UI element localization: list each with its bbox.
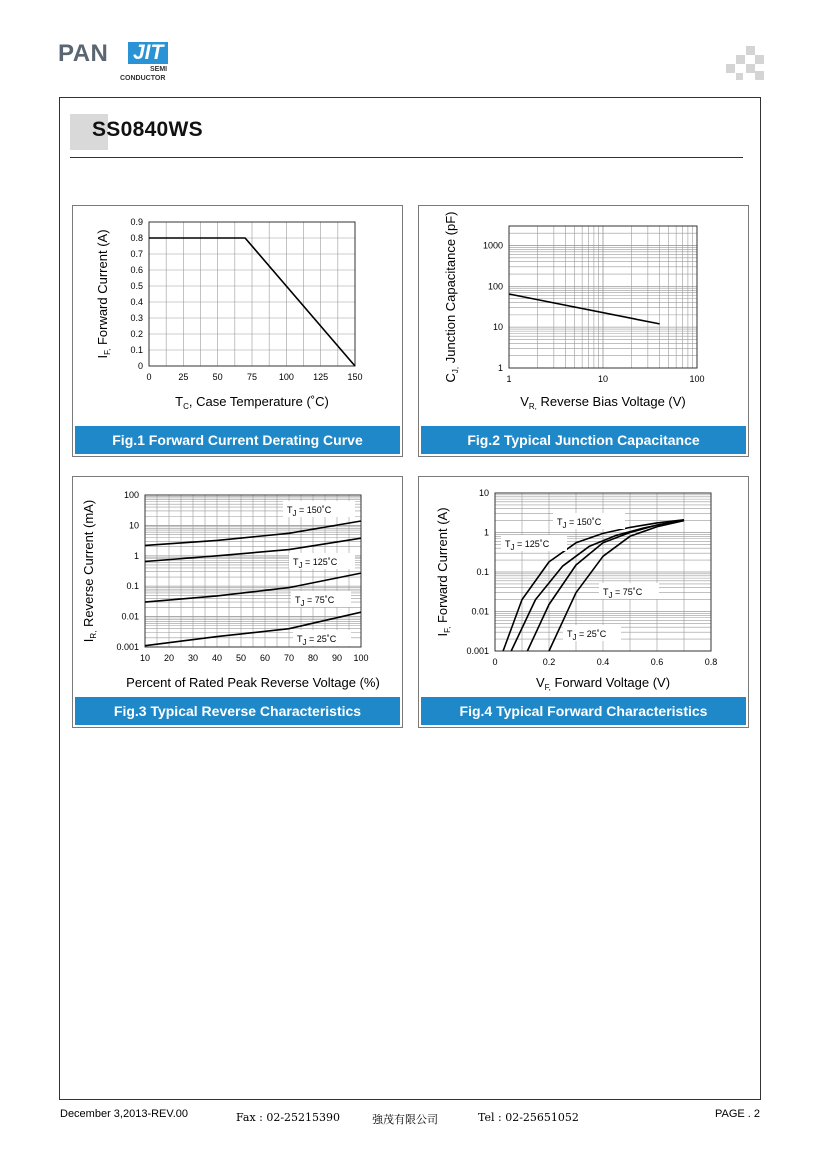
footer-fax: Fax : 02-25215390	[236, 1111, 341, 1124]
y-tick-label: 100	[123, 490, 139, 500]
y-axis-label: $C_{J,}$ Junction Capacitance (pF)	[443, 211, 460, 383]
fig3-chart	[73, 477, 402, 697]
x-axis-label: $V_{F,}$ Forward Voltage (V)	[535, 675, 671, 692]
panjit-logo	[58, 38, 198, 88]
x-tick-label: 0.6	[650, 657, 664, 667]
y-tick-label: 10	[492, 322, 503, 333]
y-tick-label: 0.1	[126, 581, 139, 592]
y-axis-label: $I_{F,}$ Forward Current (A)	[435, 507, 452, 637]
y-tick-label: 0	[137, 361, 143, 371]
x-tick-label: 125	[313, 372, 329, 382]
y-tick-label: 10	[478, 488, 489, 498]
x-tick-label: 10	[139, 653, 151, 663]
y-tick-label: 0.8	[130, 233, 143, 243]
x-tick-label: 90	[331, 653, 343, 663]
x-tick-label: 150	[347, 372, 363, 382]
series-label-1: TJ = 125˚C	[293, 557, 338, 570]
x-tick-label: 80	[307, 653, 319, 663]
x-tick-label: 0.8	[704, 657, 718, 667]
footer-tel: Tel : 02-25651052	[478, 1111, 579, 1124]
x-tick-label: 75	[246, 372, 258, 382]
y-axis-label: $I_{R,}$ Reverse Current (mA)	[81, 499, 98, 643]
x-tick-label: 30	[187, 653, 199, 663]
y-axis-label: $I_{F,}$ Forward Current (A)	[95, 229, 112, 359]
fig4-chart	[419, 477, 748, 697]
fig2-caption: Fig.2 Typical Junction Capacitance	[421, 426, 746, 454]
fig2-chart	[419, 206, 748, 426]
y-tick-label: 0.4	[130, 297, 143, 307]
y-tick-label: 0.3	[130, 313, 143, 323]
fig1-chart	[73, 206, 402, 426]
series-label-0: TJ = 150˚C	[557, 517, 602, 530]
series-label-1: TJ = 125˚C	[505, 539, 550, 552]
fig2-panel	[418, 205, 749, 457]
x-tick-label: 100	[689, 374, 705, 384]
x-tick-label: 50	[235, 653, 247, 663]
y-tick-label: 1000	[482, 240, 503, 251]
y-tick-label: 0.001	[116, 642, 139, 652]
x-tick-label: 60	[259, 653, 271, 663]
fig4-caption: Fig.4 Typical Forward Characteristics	[421, 697, 746, 725]
fig3-panel	[72, 476, 403, 728]
fig3-caption: Fig.3 Typical Reverse Characteristics	[75, 697, 400, 725]
x-tick-label: 20	[163, 653, 175, 663]
y-tick-label: 0.7	[130, 249, 143, 259]
corner-squares-decoration	[726, 46, 766, 80]
footer-date-revision: December 3,2013-REV.00	[60, 1108, 189, 1120]
x-tick-label: 0.4	[596, 657, 610, 667]
y-tick-label: 10	[128, 520, 139, 531]
x-tick-label: 25	[178, 372, 189, 382]
logo-jit-text: JIT	[128, 42, 168, 64]
y-tick-label: 0.5	[130, 281, 143, 291]
x-tick-label: 40	[211, 653, 223, 663]
footer-page-number: PAGE . 2	[715, 1108, 761, 1120]
x-tick-label: 10	[597, 374, 609, 384]
y-tick-label: 0.001	[466, 646, 489, 656]
logo-semi-text: SEMI	[150, 66, 168, 73]
fig1-caption: Fig.1 Forward Current Derating Curve	[75, 426, 400, 454]
fig4-panel	[418, 476, 749, 728]
fig1-panel	[72, 205, 403, 457]
x-tick-label: 0.2	[542, 657, 556, 667]
y-tick-label: 0.01	[121, 611, 139, 622]
y-tick-label: 0.2	[130, 329, 143, 339]
y-tick-label: 0.1	[130, 345, 143, 355]
x-axis-label: $V_{R,}$ Reverse Bias Voltage (V)	[520, 394, 686, 411]
series-label-3: TJ = 25˚C	[297, 634, 337, 647]
series-label-3: TJ = 25˚C	[567, 629, 607, 642]
x-axis-label: $T_C$, Case Temperature (˚C)	[175, 394, 329, 411]
y-tick-label: 1	[133, 550, 139, 561]
x-tick-label: 70	[283, 653, 295, 663]
x-tick-label: 50	[212, 372, 223, 382]
y-tick-label: 0.9	[130, 217, 143, 227]
logo-conductor-text: CONDUCTOR	[120, 75, 166, 82]
x-tick-label: 0	[146, 372, 152, 382]
y-tick-label: 0.1	[476, 567, 489, 577]
y-tick-label: 0.01	[471, 606, 489, 617]
x-tick-label: 100	[353, 653, 369, 663]
x-tick-label: 0	[492, 657, 498, 667]
x-axis-label: Percent of Rated Peak Reverse Voltage (%)	[126, 675, 380, 690]
series-label-2: TJ = 75˚C	[295, 595, 335, 608]
footer-company-name: 強茂有限公司	[372, 1113, 438, 1126]
y-tick-label: 1	[483, 527, 489, 538]
y-tick-label: 0.6	[130, 265, 143, 275]
series-label-2: TJ = 75˚C	[603, 587, 643, 600]
y-tick-label: 1	[497, 363, 503, 373]
series-label-0: TJ = 150˚C	[287, 505, 332, 518]
x-tick-label: 1	[506, 374, 512, 384]
logo-pan-text: PAN	[58, 40, 109, 67]
y-tick-label: 100	[487, 281, 503, 292]
x-tick-label: 100	[278, 372, 294, 382]
title-divider	[70, 157, 743, 158]
part-number-title: SS0840WS	[92, 118, 203, 141]
